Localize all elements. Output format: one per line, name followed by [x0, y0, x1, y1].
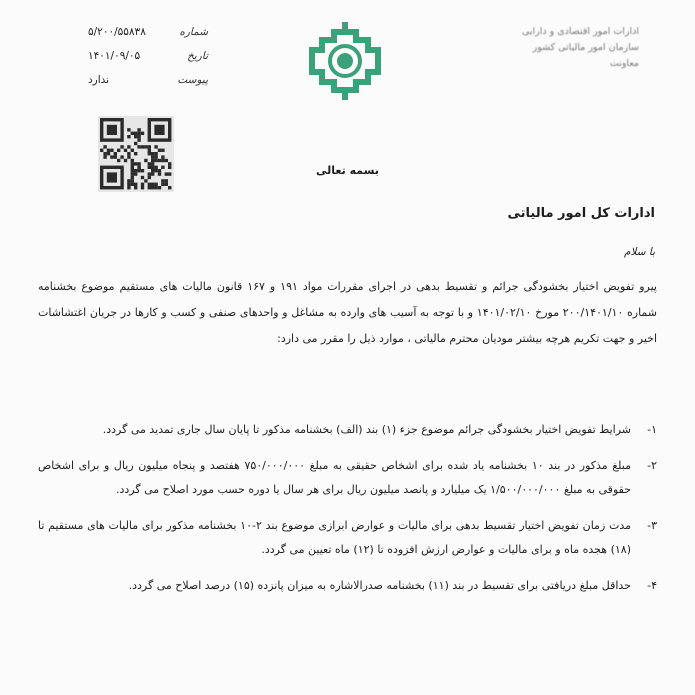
letter-attachment-value: ندارد	[88, 74, 110, 86]
list-item	[38, 574, 657, 599]
letter-number-label: شماره	[179, 26, 208, 38]
letter-date-value: ۱۴۰۱/۰۹/۰۵	[88, 50, 141, 62]
letter-number-row	[88, 26, 208, 39]
letter-body	[38, 274, 657, 352]
item-text: مبلغ مذکور در بند ۱۰ بخشنامه یاد شده برای اشخاص حقیقی به مبلغ ۷۵۰/۰۰۰/۰۰۰ هفتصد و پنجاه میلیون ریال و برای اشخاص حقوقی به مبلغ ۱/۵۰۰/۰۰۰/۰۰۰ یک میلیارد و پانصد میلیون ریال برای هر سال یا دوره حسب مورد اصلاح می گردد.	[38, 458, 631, 496]
qr-code	[98, 116, 174, 192]
item-text: حداقل مبلغ دریافتی برای تقسیط در بند (۱۱) بخشنامه صدرالاشاره به میزان پانزده (۱۵) درصد اصلاح می گردد.	[128, 578, 631, 592]
letter-meta	[88, 26, 208, 98]
letter-attachment-label: پیوست	[177, 74, 208, 86]
basmala-heading: بسمه تعالی	[316, 164, 379, 177]
numbered-items	[38, 418, 657, 609]
list-item	[38, 454, 657, 503]
letterhead-text	[489, 24, 639, 72]
list-item	[38, 418, 657, 443]
letterhead-line: سازمان امور مالیاتی کشور	[532, 42, 639, 53]
letter-attachment-row	[88, 74, 208, 87]
letter-date-row	[88, 50, 208, 63]
letter-date-label: تاریخ	[187, 50, 208, 62]
tax-organization-logo	[304, 18, 386, 104]
list-item	[38, 514, 657, 563]
item-number: ۳-	[647, 518, 657, 532]
recipient-title: ادارات کل امور مالیاتی	[507, 206, 655, 221]
letterhead-line: ادارات امور اقتصادی و دارایی	[521, 26, 639, 37]
item-text: مدت زمان تفویض اختیار تقسیط بدهی برای مالیات و عوارض ابرازی موضوع بند ۲-۱۰ بخشنامه مذکور برای مالیات های مستقیم تا (۱۸) هجده ماه و برای مالیات و عوارض ارزش افزوده تا (۱۲) ماه تعیین می گردد.	[38, 518, 631, 556]
item-text: شرایط تفویض اختیار بخشودگی جرائم موضوع جزء (۱) بند (الف) بخشنامه مذکور تا پایان سال جاری تمدید می گردد.	[102, 423, 631, 436]
body-paragraph: پیرو تفویض اختیار بخشودگی جرائم و تقسیط بدهی در اجرای مقررات مواد ۱۹۱ و ۱۶۷ قانون مالیات های مستقیم موضوع بخشنامه شماره ۲۰۰/۱۴۰۱/۱۰ مورخ ۱۴۰۱/۰۲/۱۰ و با توجه به آسیب های وارده به مشاغل و واحدهای صنفی و کسب و کارها در جریان اغتشاشات اخیر و جهت تکریم هرچه بیشتر مودیان محترم مالیاتی ، موارد ذیل را مقرر می دارد:	[38, 280, 658, 345]
item-number: ۱-	[647, 423, 657, 436]
item-number: ۲-	[647, 458, 657, 472]
letter-number-value: ۵/۲۰۰/۵۵۸۳۸	[88, 26, 146, 38]
item-number: ۴-	[647, 578, 657, 592]
greeting-text: با سلام	[623, 246, 655, 258]
letterhead-line: معاونت	[609, 58, 639, 69]
